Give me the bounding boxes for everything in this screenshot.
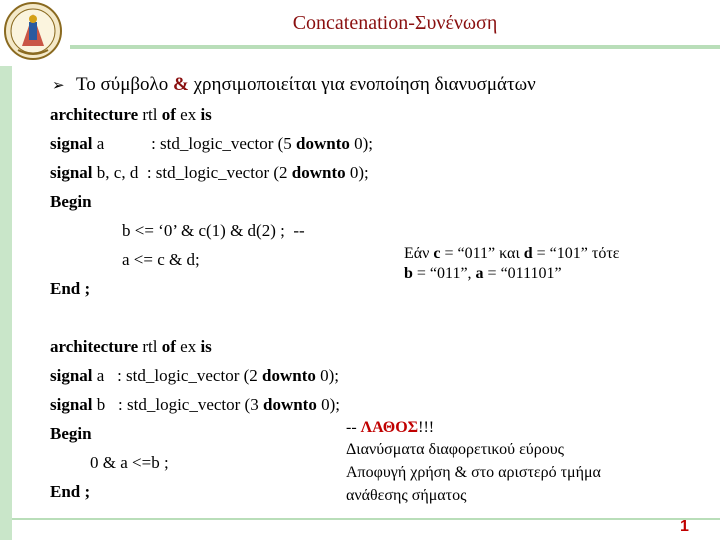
ex1-note-line1: Εάν c = “011” και d = “101” τότε — [404, 245, 620, 262]
ex2-signal-b-line: signal b : std_logic_vector (3 downto 0); — [50, 395, 340, 414]
ex1-signal-bcd-line: signal b, c, d : std_logic_vector (2 downto 0); — [50, 163, 369, 182]
ex2-error-label: -- ΛΑΘΟΣ!!! — [346, 419, 435, 436]
ex1-signal-a-line: signal a : std_logic_vector (5 downto 0); — [50, 134, 374, 153]
bullet-prefix: Το σύμβολο — [76, 74, 174, 95]
bullet-point — [52, 74, 536, 96]
page-number: 1 — [680, 518, 689, 535]
ex2-note-line3: ανάθεσης σήματος — [346, 487, 467, 504]
bullet-arrow-icon: ➢ — [52, 76, 65, 94]
ex2-end: End ; — [50, 482, 91, 501]
ex2-architecture-line: architecture rtl of ex is — [50, 337, 212, 356]
university-seal-icon — [0, 0, 70, 66]
slide-title: Concatenation-Συνένωση — [292, 12, 498, 34]
bullet-symbol: & — [173, 74, 189, 95]
ex2-begin: Begin — [50, 424, 92, 443]
ex1-architecture-line: architecture rtl of ex is — [50, 105, 212, 124]
ex1-note-line2: b = “011”, a = “011101” — [404, 265, 562, 282]
ex2-note-line1: Διανύσματα διαφορετικού εύρους — [346, 441, 564, 458]
ex1-begin: Begin — [50, 192, 92, 211]
ex2-statement: 0 & a <=b ; — [90, 453, 169, 472]
title-underline — [70, 45, 720, 49]
bullet-suffix: χρησιμοποιείται για ενοποίηση διανυσμάτων — [188, 74, 536, 95]
left-accent-strip — [0, 66, 12, 540]
footer-line — [12, 518, 720, 520]
ex2-signal-a-line: signal a : std_logic_vector (2 downto 0); — [50, 366, 340, 385]
ex2-note-line2: Αποφυγή χρήση & στο αριστερό τμήμα — [346, 464, 601, 481]
ex1-end: End ; — [50, 279, 91, 298]
ex1-statement-a: a <= c & d; — [122, 250, 200, 269]
ex1-statement-b: b <= ‘0’ & c(1) & d(2) ; -- — [122, 221, 305, 240]
